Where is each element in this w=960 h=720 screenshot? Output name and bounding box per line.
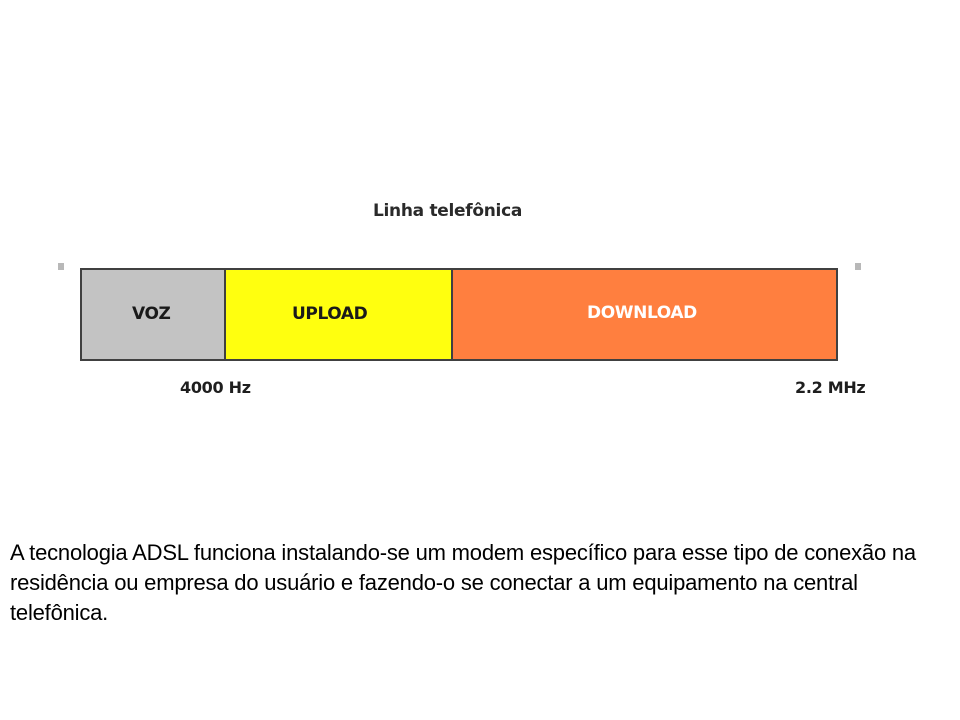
band-voz [82,270,224,359]
band-download [451,270,836,359]
caption-text: A tecnologia ADSL funciona instalando-se um modem específico para esse tipo de conexão na residência ou empresa do usuário e fazendo-o se conectar a um equipamento na central telefônica. [10,540,916,625]
band-upload [224,270,451,359]
frequency-band-bar [80,268,838,361]
left-edge-marker [58,263,64,270]
diagram-title: Linha telefônica [373,201,523,221]
band-upload-label: UPLOAD [292,304,368,324]
frequency-end-label: 2.2 MHz [795,378,866,397]
band-voz-label: VOZ [132,304,171,324]
band-download-label: DOWNLOAD [587,303,697,323]
right-edge-marker [855,263,861,270]
frequency-boundary-label: 4000 Hz [180,378,251,397]
